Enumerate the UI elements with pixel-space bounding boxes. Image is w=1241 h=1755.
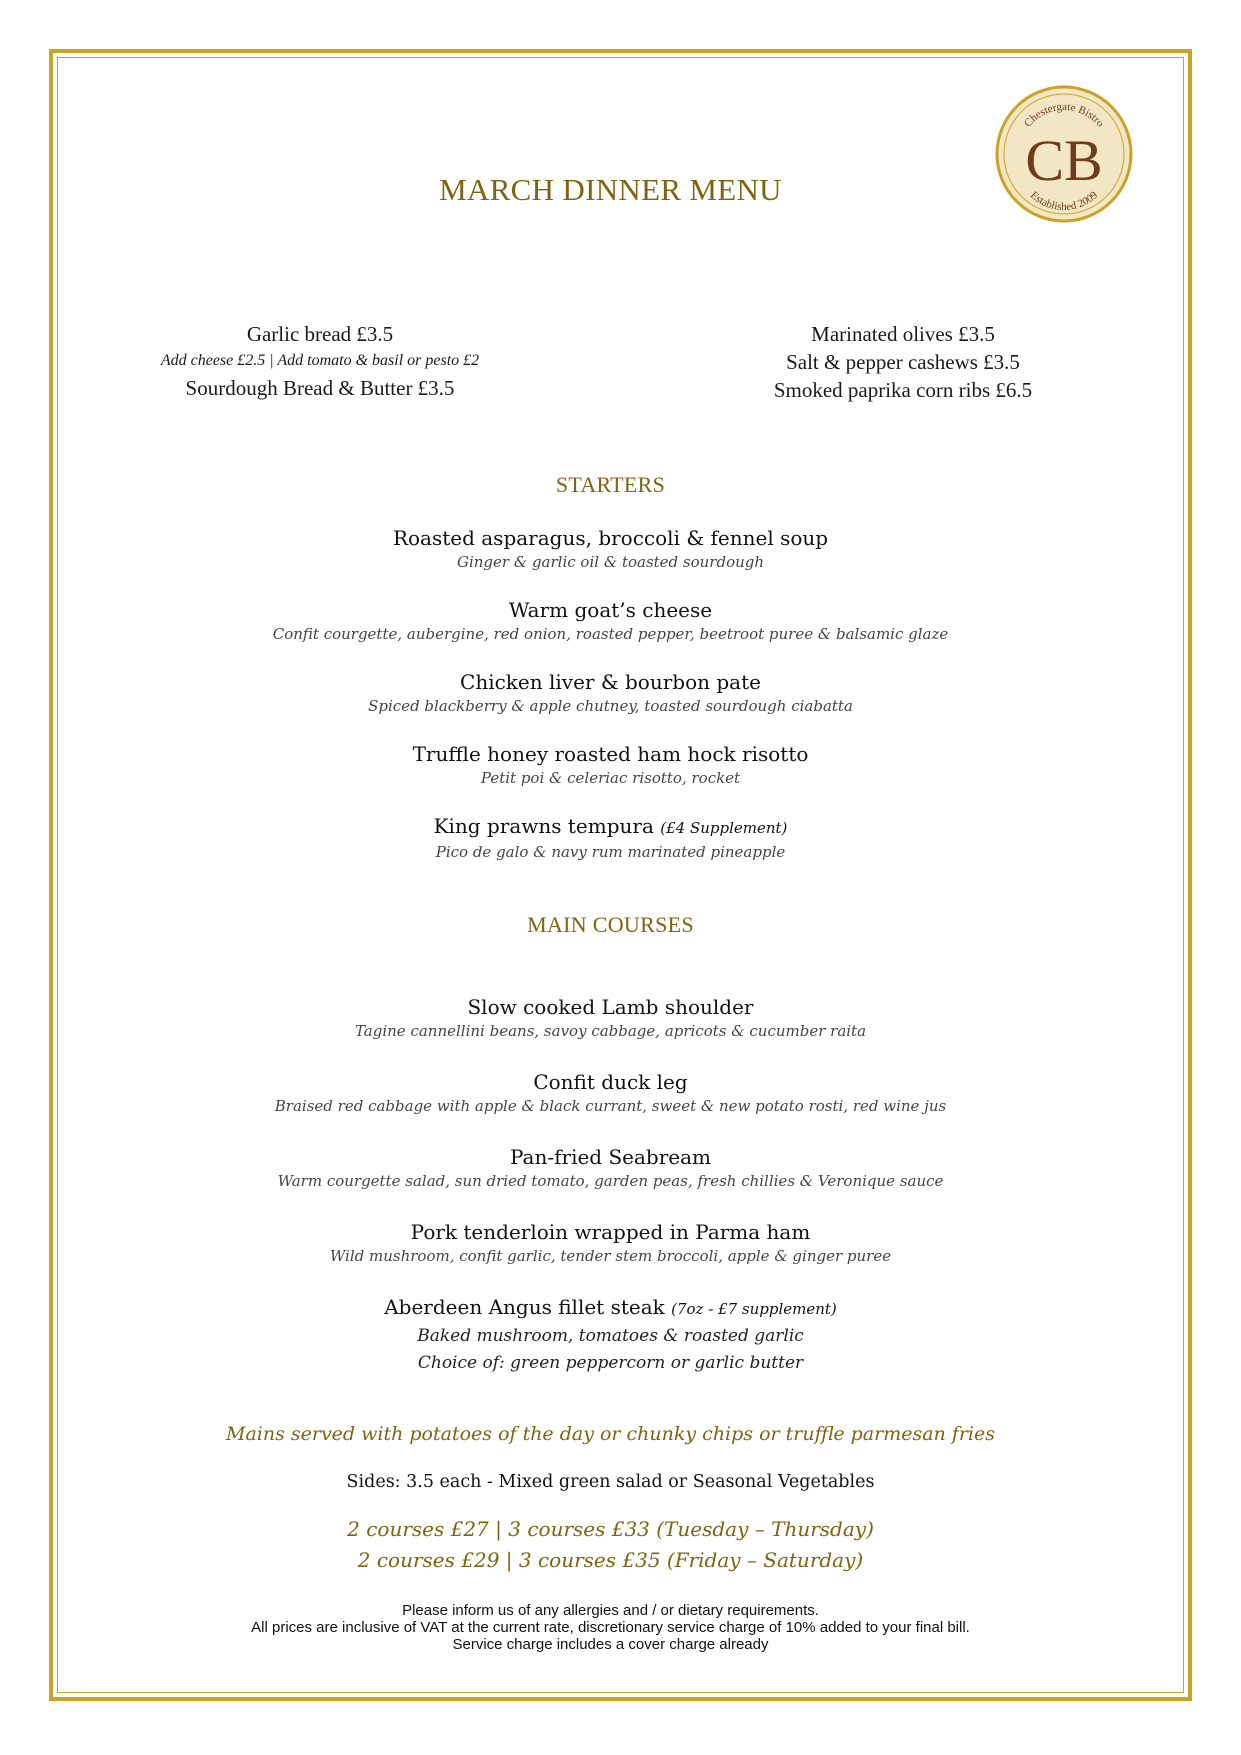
- dish-description: Spiced blackberry & apple chutney, toasted sourdough ciabatta: [368, 697, 853, 715]
- mains-list: [0, 993, 1221, 1377]
- dish-name: Chicken liver & bourbon pate: [460, 670, 761, 694]
- dish-name: Pan-fried Seabream: [509, 1145, 712, 1169]
- main-item: [0, 1293, 1221, 1377]
- starter-item: [0, 812, 1221, 884]
- dish-description: Wild mushroom, confit garlic, tender stem broccoli, apple & ginger puree: [329, 1247, 892, 1265]
- dish-name: King prawns tempura: [433, 814, 654, 838]
- weekend-prices: 2 courses £29 | 3 courses £35 (Friday – Saturday): [357, 1548, 864, 1572]
- mains-heading: MAIN COURSES: [527, 912, 694, 937]
- main-item: [0, 1218, 1221, 1293]
- dish-name: Warm goat’s cheese: [508, 598, 713, 622]
- weekday-prices: 2 courses £27 | 3 courses £33 (Tuesday – Thursday): [347, 1517, 874, 1541]
- menu-title: MARCH DINNER MENU: [439, 172, 782, 207]
- dish-description: Ginger & garlic oil & toasted sourdough: [456, 553, 765, 571]
- starter-item: [0, 668, 1221, 740]
- nibbles-right: [683, 320, 1123, 404]
- dish-name: Pork tenderloin wrapped in Parma ham: [410, 1220, 811, 1244]
- nibble-olives: Marinated olives £3.5: [811, 322, 995, 346]
- nibble-corn-ribs: Smoked paprika corn ribs £6.5: [773, 378, 1033, 402]
- allergy-note: Please inform us of any allergies and / or dietary requirements.: [402, 1602, 819, 1619]
- dish-description: Tagine cannellini beans, savoy cabbage, apricots & cucumber raita: [354, 1022, 867, 1040]
- nibble-cashews: Salt & pepper cashews £3.5: [786, 350, 1020, 374]
- starter-item: [0, 524, 1221, 596]
- dish-description: Pico de galo & navy rum marinated pineapple: [435, 843, 786, 861]
- nibbles-left: [100, 320, 540, 402]
- sides-line: Sides: 3.5 each - Mixed green salad or Seasonal Vegetables: [346, 1472, 875, 1492]
- logo-top-text: Chestergate Bistro: [1021, 100, 1107, 130]
- dish-name: Truffle honey roasted ham hock risotto: [412, 742, 809, 766]
- dish-supplement: (7oz - £7 supplement): [671, 1300, 837, 1318]
- dish-name: Aberdeen Angus fillet steak: [384, 1295, 665, 1319]
- logo-monogram: CB: [1025, 128, 1103, 193]
- starters-list: [0, 524, 1221, 884]
- starters-heading: STARTERS: [555, 472, 666, 497]
- mains-accompaniment-note: Mains served with potatoes of the day or chunky chips or truffle parmesan fries: [225, 1423, 995, 1445]
- dish-sauce-choice: Choice of: green peppercorn or garlic butter: [417, 1353, 804, 1373]
- dish-supplement: (£4 Supplement): [660, 819, 788, 837]
- dish-name: Slow cooked Lamb shoulder: [467, 995, 754, 1019]
- dish-description: Warm courgette salad, sun dried tomato, garden peas, fresh chillies & Veronique sauce: [277, 1172, 944, 1190]
- main-item: [0, 1143, 1221, 1218]
- vat-service-note: All prices are inclusive of VAT at the current rate, discretionary service charge of 10% added to your final bill.: [251, 1619, 970, 1636]
- dish-description: Confit courgette, aubergine, red onion, roasted pepper, beetroot puree & balsamic glaze: [272, 625, 949, 643]
- nibble-sourdough: Sourdough Bread & Butter £3.5: [185, 376, 455, 400]
- dish-description: Petit poi & celeriac risotto, rocket: [480, 769, 741, 787]
- dish-name-line: [0, 812, 1221, 842]
- dish-name: Roasted asparagus, broccoli & fennel soup: [392, 526, 829, 550]
- dish-description: Baked mushroom, tomatoes & roasted garlic: [417, 1326, 804, 1346]
- starter-item: [0, 596, 1221, 668]
- starter-item: [0, 740, 1221, 812]
- main-item: [0, 993, 1221, 1068]
- logo-bottom-text: Established 2009: [1027, 189, 1101, 214]
- main-item: [0, 1068, 1221, 1143]
- dish-description: Braised red cabbage with apple & black currant, sweet & new potato rosti, red wine jus: [274, 1097, 947, 1115]
- set-prices: [0, 1514, 1221, 1576]
- nibble-garlic-bread: Garlic bread £3.5: [246, 322, 394, 346]
- dish-name-line: [0, 1293, 1221, 1323]
- cover-charge-note: Service charge includes a cover charge already: [452, 1636, 769, 1653]
- footer-notes: [0, 1602, 1221, 1653]
- nibble-garlic-bread-addons: Add cheese £2.5 | Add tomato & basil or pesto £2: [160, 352, 480, 369]
- dish-name: Confit duck leg: [533, 1070, 688, 1094]
